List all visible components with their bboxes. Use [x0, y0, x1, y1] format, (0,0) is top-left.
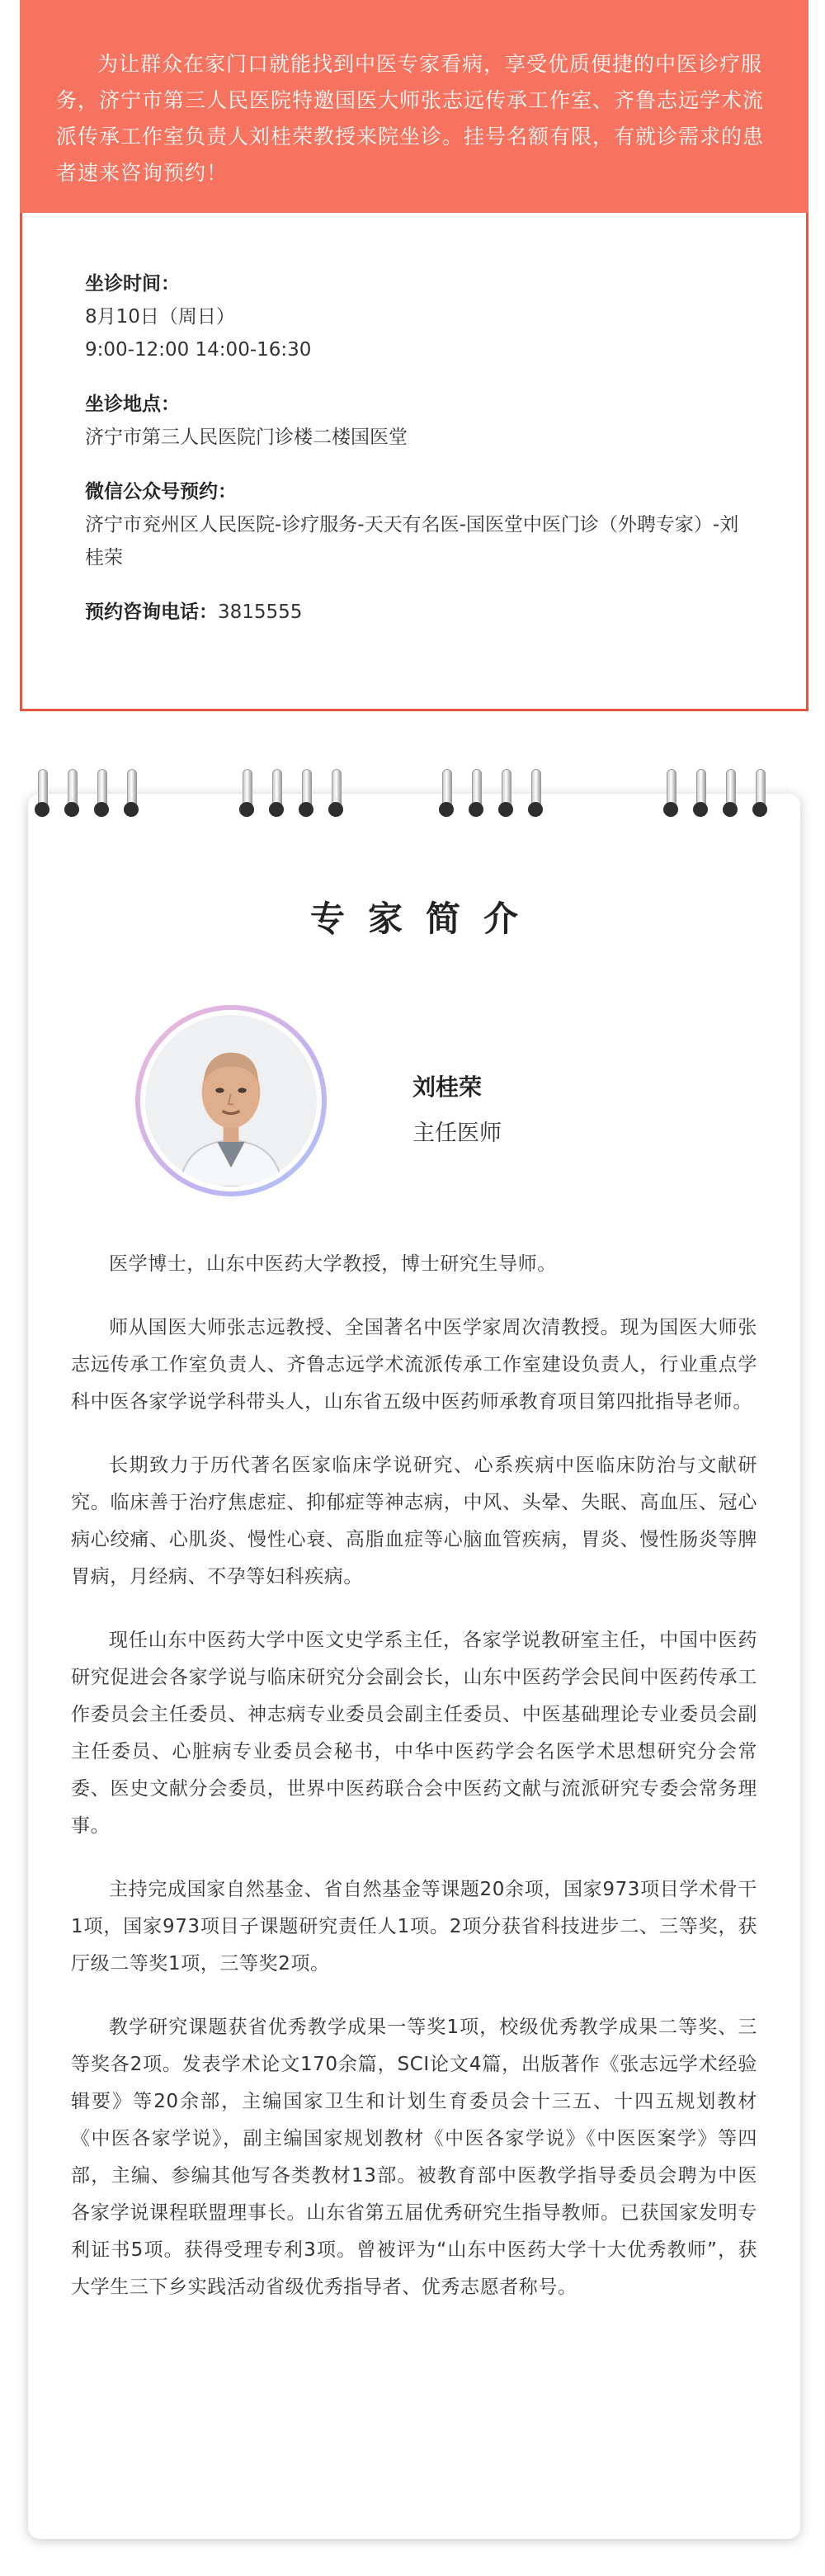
ring-icon	[35, 769, 50, 823]
ring-icon	[299, 769, 314, 823]
ring-icon	[124, 769, 139, 823]
bio-paragraph: 长期致力于历代著名医家临床学说研究、心系疾病中医临床防治与文献研究。临床善于治疗焦虑症、抑郁症等神志病，中风、头晕、失眠、高血压、冠心病心绞痛、心肌炎、慢性心衰、高脂血症等心脑血管疾病，胃炎、慢性肠炎等脾胃病，月经病、不孕等妇科疾病。	[71, 1455, 757, 1588]
bio-paragraph: 医学博士，山东中医药大学教授，博士研究生导师。	[109, 1253, 557, 1275]
notice-text: 为让群众在家门口就能找到中医专家看病，享受优质便捷的中医诊疗服务，济宁市第三人民医院特邀国医大师张志远传承工作室、齐鲁志远学术流派传承工作室负责人刘桂荣教授来院坐诊。挂号名额有限，有就诊需求的患者速来咨询预约！	[56, 52, 765, 185]
ring-icon	[663, 769, 678, 823]
consult-time-label: 坐诊时间：	[85, 273, 180, 295]
ring-icon	[64, 769, 79, 823]
doctor-avatar	[135, 1005, 327, 1196]
bio-paragraph: 现任山东中医药大学中医文史学系主任，各家学说教研室主任，中国中医药研究促进会各家学说与临床研究分会副会长，山东中医药学会民间中医药传承工作委员会主任委员、神志病专业委员会副主任委员、中医基础理论专业委员会副主任委员、心脏病专业委员会秘书，中华中医药学会名医学术思想研究分会常委、医史文献分会委员，世界中医药联合会中医药文献与流派研究专委会常务理事。	[71, 1630, 757, 1837]
doctor-name: 刘桂荣	[412, 1073, 483, 1101]
ring-icon	[239, 769, 254, 823]
wechat-booking-block	[85, 475, 806, 574]
ring-icon	[94, 769, 109, 823]
ring-icon	[498, 769, 513, 823]
ring-icon	[723, 769, 738, 823]
consult-date: 8月10日（周日）	[85, 306, 235, 328]
bio-paragraph: 师从国医大师张志远教授、全国著名中医学家周次清教授。现为国医大师张志远传承工作室负责人、齐鲁志远学术流派传承工作室建设负责人，行业重点学科中医各家学说学科带头人，山东省五级中医药师承教育项目第四批指导老师。	[71, 1317, 757, 1413]
ring-icon	[469, 769, 483, 823]
ring-icon	[328, 769, 343, 823]
consult-location-label: 坐诊地点：	[85, 394, 180, 415]
phone-number[interactable]: 3815555	[218, 602, 303, 623]
ring-icon	[752, 769, 767, 823]
notice-banner	[20, 0, 808, 213]
section-title	[28, 894, 800, 944]
notebook-rings	[28, 769, 800, 827]
consult-hours: 9:00-12:00 14:00-16:30	[85, 339, 312, 361]
bio-paragraph: 主持完成国家自然基金、省自然基金等课题20余项，国家973项目学术骨干1项，国家973项目子课题研究责任人1项。2项分获省科技进步二、三等奖，获厅级二等奖1项，三等奖2项。	[71, 1879, 757, 1974]
bio-paragraph: 教学研究课题获省优秀教学成果一等奖1项，校级优秀教学成果二等奖、三等奖各2项。发表学术论文170余篇，SCI论文4篇，出版著作《张志远学术经验辑要》等20余部，主编国家卫生和计划生育委员会十三五、十四五规划教材《中医各家学说》，副主编国家规划教材《中医各家学说》《中医医案学》等四部，主编、参编其他写各类教材13部。被教育部中医教学指导委员会聘为中医各家学说课程联盟理事长。山东省第五届优秀研究生指导教师。已获国家发明专利证书5项。获得受理专利3项。曾被评为“山东中医药大学十大优秀教师”，获大学生三下乡实践活动省级优秀指导者、优秀志愿者称号。	[71, 2017, 757, 2298]
section-title-text: 专家简介	[309, 899, 541, 939]
phone-block	[85, 596, 806, 629]
expert-profile-card	[28, 794, 800, 2539]
phone-label: 预约咨询电话：	[85, 602, 218, 623]
consult-time-block	[85, 267, 806, 366]
ring-icon	[269, 769, 284, 823]
ring-icon	[693, 769, 708, 823]
doctor-title: 主任医师	[412, 1121, 502, 1146]
ring-icon	[528, 769, 543, 823]
doctor-portrait-icon	[145, 1015, 317, 1187]
consult-location: 济宁市第三人民医院门诊楼二楼国医堂	[85, 427, 408, 448]
ring-icon	[439, 769, 454, 823]
consult-location-block	[85, 388, 806, 454]
schedule-info-box	[20, 213, 808, 711]
wechat-booking-path: 济宁市兖州区人民医院-诊疗服务-天天有名医-国医堂中医门诊（外聘专家）-刘桂荣	[85, 514, 739, 569]
wechat-booking-label: 微信公众号预约：	[85, 481, 237, 502]
doctor-bio	[71, 1246, 757, 2333]
